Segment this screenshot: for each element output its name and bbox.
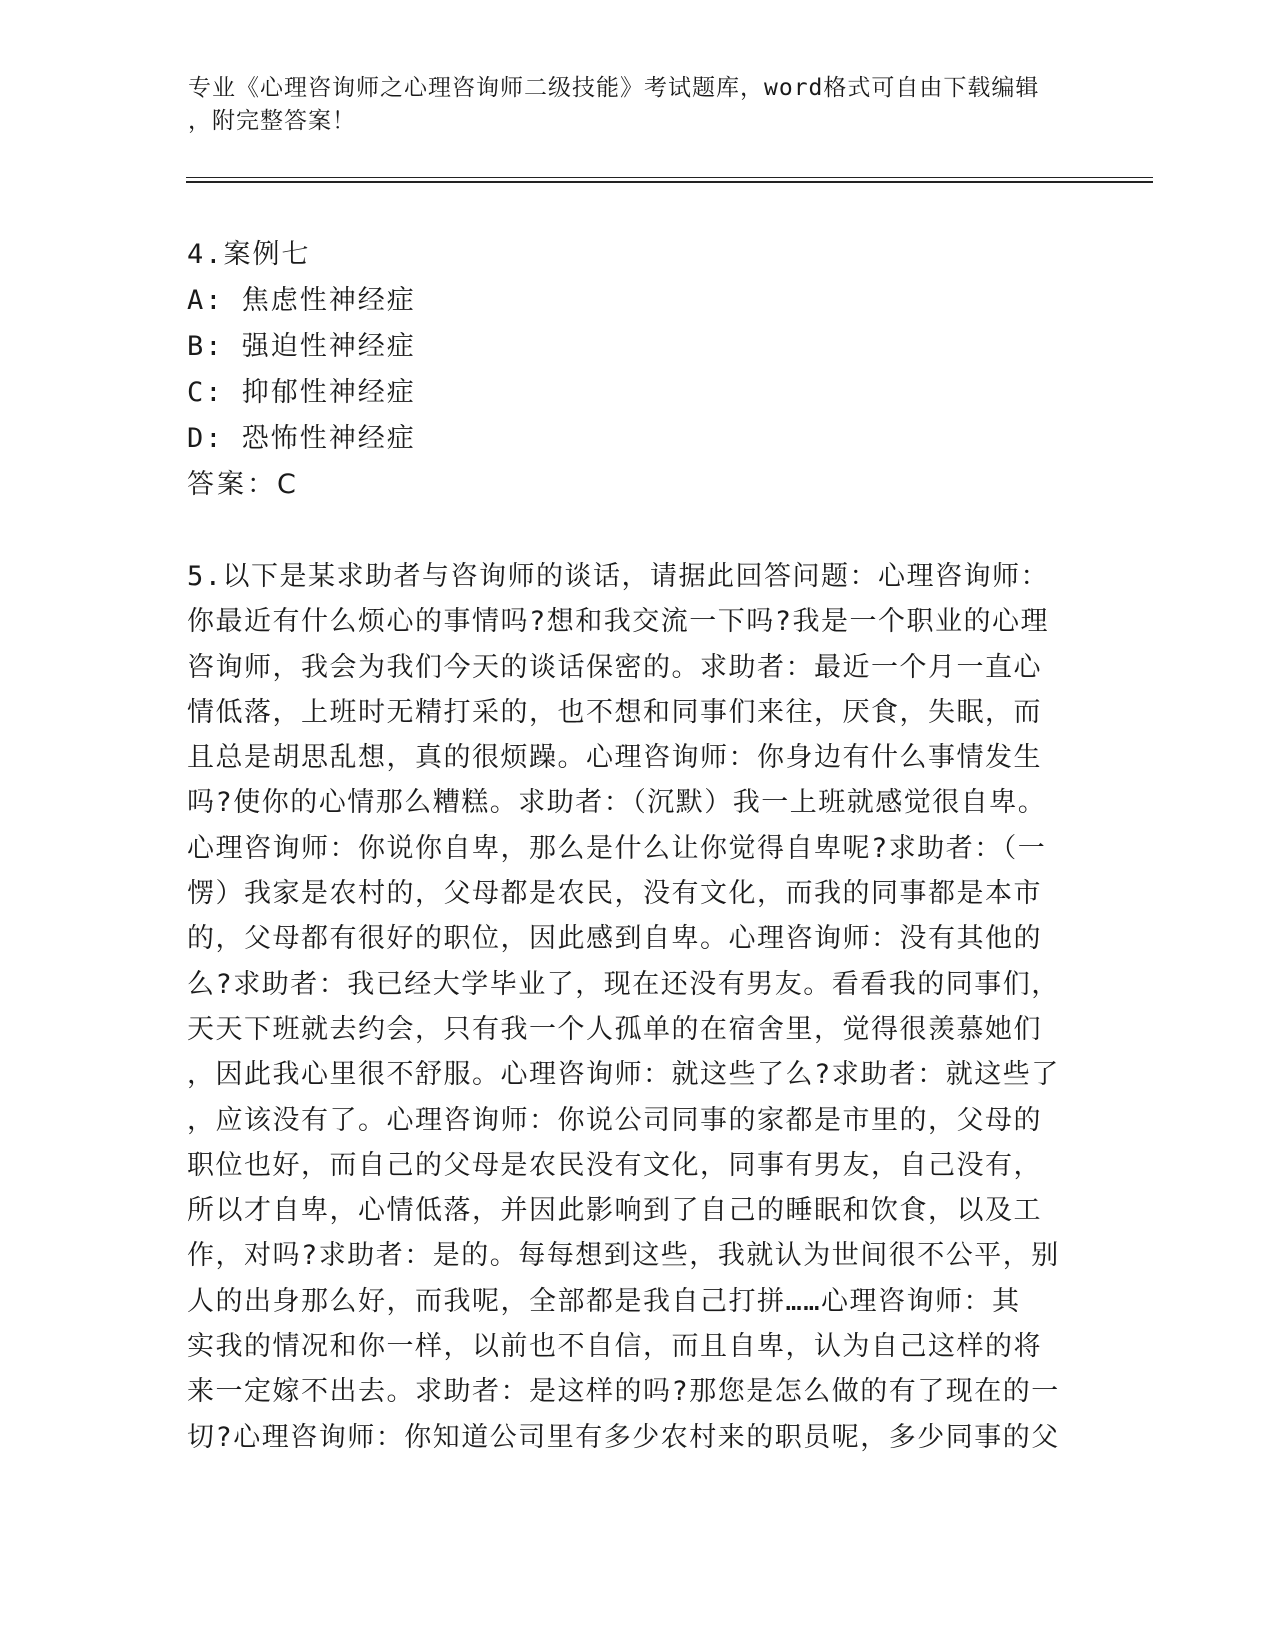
header-divider-thin [186,177,1153,178]
answer: 答案：C [187,469,299,500]
question-text-line: 且总是胡思乱想，真的很烦躁。心理咨询师：你身边有什么事情发生 [187,742,1042,774]
question-text-line: ，应该没有了。心理咨询师：你说公司同事的家都是市里的，父母的 [187,1104,1042,1136]
option-d: D: 恐怖性神经症 [187,423,416,454]
document-header [188,72,1068,138]
question-text-line: 切?心理咨询师：你知道公司里有多少农村来的职员呢，多少同事的父 [187,1421,1060,1453]
question-text-line: 吗?使你的心情那么糟糕。求助者：（沉默）我一上班就感觉很自卑。 [187,787,1047,819]
question-text-line: 实我的情况和你一样，以前也不自信，而且自卑，认为自己这样的将 [187,1331,1042,1363]
question-text-line: 5.以下是某求助者与咨询师的谈话，请据此回答问题：心理咨询师： [187,561,1050,592]
question-text-line: 咨询师，我会为我们今天的谈话保密的。求助者：最近一个月一直心 [187,651,1042,683]
option-b: B: 强迫性神经症 [187,331,416,362]
question-text-line: 么?求助者：我已经大学毕业了，现在还没有男友。看看我的同事们， [187,968,1060,1000]
question-text-line: ，因此我心里很不舒服。心理咨询师：就这些了么?求助者：就这些了 [187,1059,1060,1091]
question-text-line: 心理咨询师：你说你自卑，那么是什么让你觉得自卑呢?求助者：（一 [187,832,1047,864]
question-text-line: 职位也好，而自己的父母是农民没有文化，同事有男友，自己没有， [187,1149,1042,1181]
header-divider-thick [186,181,1153,183]
question-text-line: 作，对吗?求助者：是的。每每想到这些，我就认为世间很不公平，别 [187,1240,1060,1272]
question-text-line: 你最近有什么烦心的事情吗?想和我交流一下吗?我是一个职业的心理 [187,606,1050,638]
question-text-line: 愣）我家是农村的，父母都是农民，没有文化，而我的同事都是本市 [187,878,1042,910]
question-text-line: 所以才自卑，心情低落，并因此影响到了自己的睡眠和饮食，以及工 [187,1195,1042,1227]
option-a: A: 焦虑性神经症 [187,285,416,316]
question-title: 4.案例七 [187,239,311,270]
header-line: 专业《心理咨询师之心理咨询师二级技能》考试题库，word格式可自由下载编辑 [188,75,1040,101]
option-c: C: 抑郁性神经症 [187,377,416,408]
question-text-line: 来一定嫁不出去。求助者：是这样的吗?那您是怎么做的有了现在的一 [187,1376,1060,1408]
question-text-line: 情低落，上班时无精打采的，也不想和同事们来往，厌食，失眠，而 [187,696,1042,728]
question-text-line: 的，父母都有很好的职位，因此感到自卑。心理咨询师：没有其他的 [187,923,1042,955]
question-text-line: 天天下班就去约会，只有我一个人孤单的在宿舍里，觉得很羡慕她们 [187,1013,1042,1045]
header-line: ，附完整答案！ [188,108,356,134]
question-4 [187,232,1067,508]
question-5 [187,554,1067,1460]
question-text-line: 人的出身那么好，而我呢，全部都是我自己打拼……心理咨询师：其 [187,1285,1021,1317]
